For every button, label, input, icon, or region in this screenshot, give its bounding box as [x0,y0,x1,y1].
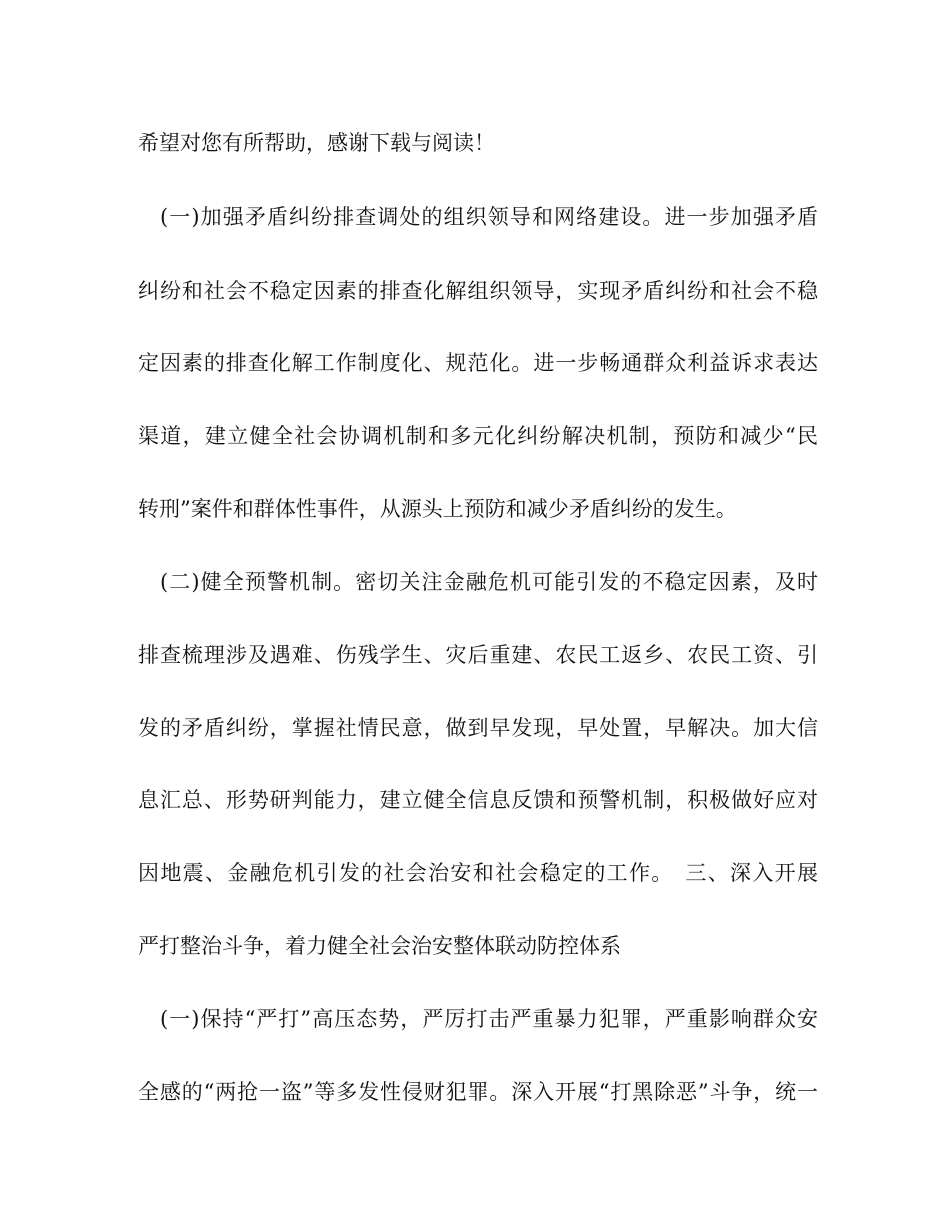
text-line-section-3-1-start: (一)保持“严打”高压态势，严厉打击严重暴力犯罪，严重影响群众安 [160,1007,818,1031]
text-line: 发的矛盾纠纷，掌握社情民意，做到早发现，早处置，早解决。加大信 [138,716,818,740]
text-line: 纠纷和社会不稳定因素的排查化解组织领导，实现矛盾纠纷和社会不稳 [138,279,818,303]
text-line: 因地震、金融危机引发的社会治安和社会稳定的工作。 三、深入开展 [138,861,818,885]
text-line-section-1-start: (一)加强矛盾纠纷排查调处的组织领导和网络建设。进一步加强矛盾 [160,205,818,229]
text-line-heading-3: 严打整治斗争，着力健全社会治安整体联动防控体系 [138,934,621,958]
text-line-section-2-start: (二)健全预警机制。密切关注金融危机可能引发的不稳定因素，及时 [160,570,818,594]
text-line: 排查梳理涉及遇难、伤残学生、灾后重建、农民工返乡、农民工资、引 [138,643,818,667]
text-line: 全感的“两抢一盗”等多发性侵财犯罪。深入开展“打黑除恶”斗争，统一 [138,1080,818,1104]
text-line: 定因素的排查化解工作制度化、规范化。进一步畅通群众利益诉求表达 [138,351,818,375]
text-line-thanks: 希望对您有所帮助，感谢下载与阅读！ [138,131,495,155]
text-line: 息汇总、形势研判能力，建立健全信息反馈和预警机制，积极做好应对 [138,788,818,812]
text-line: 渠道，建立健全社会协调机制和多元化纠纷解决机制，预防和减少“民 [138,424,818,448]
text-line: 转刑”案件和群体性事件，从源头上预防和减少矛盾纠纷的发生。 [138,497,737,521]
